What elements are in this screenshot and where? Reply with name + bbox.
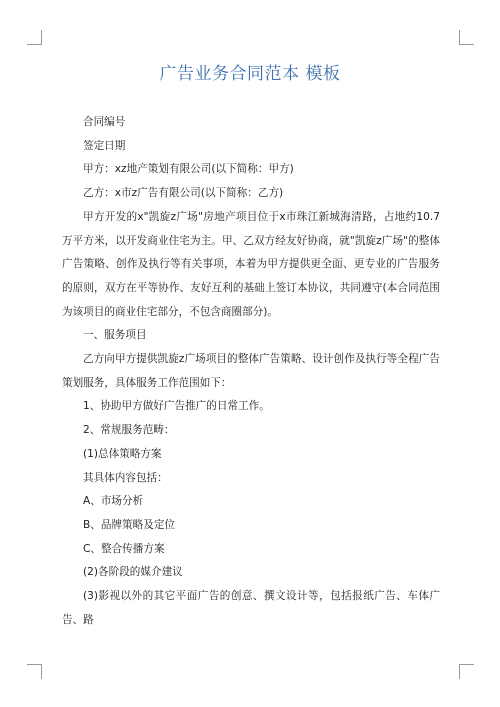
preamble-paragraph: 甲方开发的x"凯旋z广场"房地产项目位于x市珠江新城海清路，占地约10.7万平方米，以开发商业住宅为主。甲、乙双方经友好协商，就"凯旋z广场"的整体广告策略、创作及执行等有关事项，本着为甲方提供更全面、更专业的广告服务的原则，双方在平等协作、友好互利的基础上签订本协议，共同遵守(本合同范围为该项目的商业住宅部分，不包含商圈部分)。: [62, 210, 440, 318]
sub-item-overall-strategy: (1)总体策略方案: [83, 447, 162, 460]
sub-item-media-advice: (2)各阶段的媒介建议: [83, 566, 183, 579]
crop-mark-bottom-left: [27, 664, 42, 679]
list-item-b: B、品牌策略及定位: [83, 518, 176, 531]
crop-mark-top-left: [27, 30, 42, 45]
list-item-a: A、市场分析: [83, 495, 144, 508]
services-intro-paragraph: 乙方向甲方提供凯旋z广场项目的整体广告策略、设计创作及执行等全程广告策划服务，具体服务工作范围如下：: [62, 353, 440, 389]
party-a-line: 甲方：xz地产策划有限公司(以下简称：甲方): [83, 163, 294, 176]
signing-date-line: 签定日期: [83, 139, 126, 152]
crop-mark-bottom-right: [459, 664, 474, 679]
service-item-1: 1、协助甲方做好广告推广的日常工作。: [83, 400, 270, 413]
document-body: [62, 111, 440, 632]
list-item-c: C、整合传播方案: [83, 542, 165, 555]
document-title: 广告业务合同范本 模板: [159, 64, 341, 84]
contract-number-line: 合同编号: [83, 116, 126, 128]
section-heading-services: 一、服务项目: [83, 329, 147, 342]
crop-mark-top-right: [459, 30, 474, 45]
content-includes-line: 其具体内容包括：: [83, 471, 168, 484]
sub-item-print-ads: (3)影视以外的其它平面广告的创意、撰文设计等，包括报纸广告、车体广告、路: [62, 590, 440, 626]
service-item-2: 2、常规服务范畴：: [83, 424, 175, 437]
party-b-line: 乙方：x市z广告有限公司(以下简称：乙方): [83, 187, 284, 200]
